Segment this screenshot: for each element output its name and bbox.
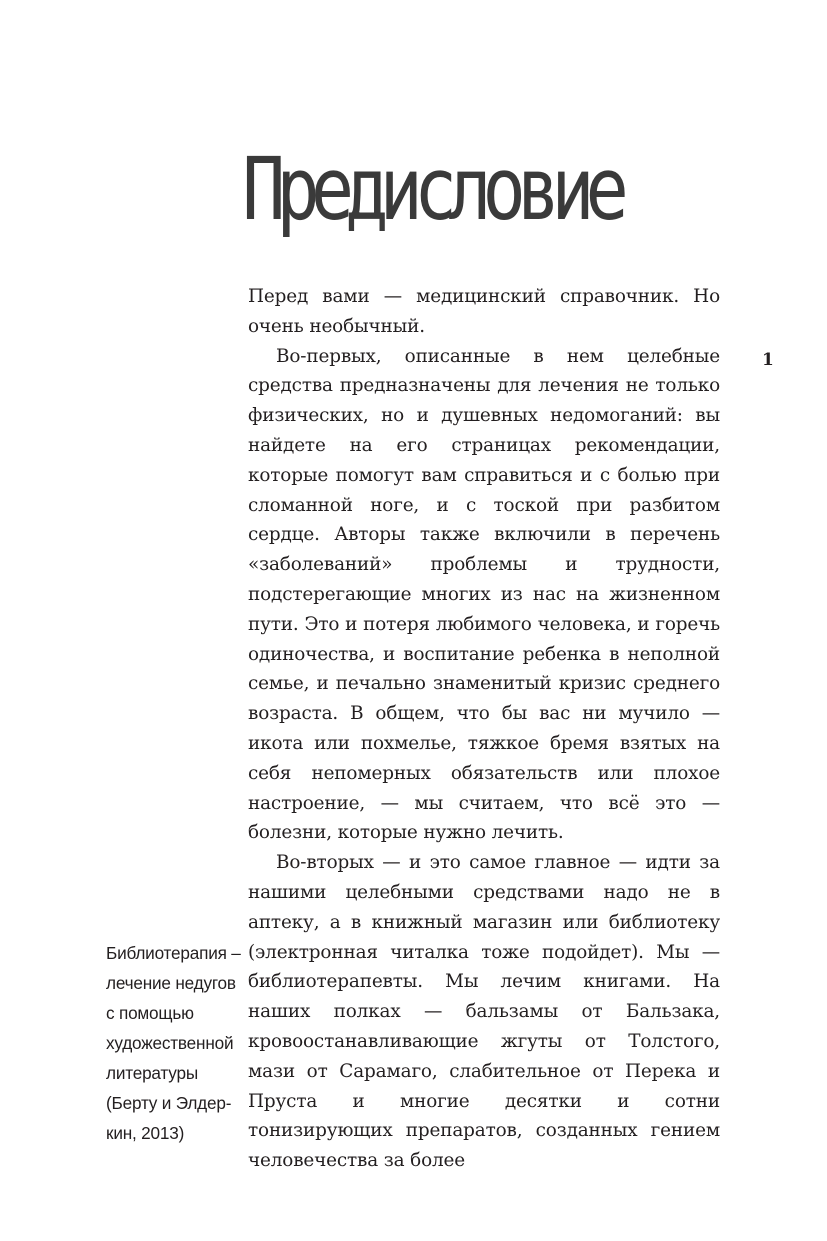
- paragraph-3: Во-вторых — и это самое главное — идти за нашими целебными средствами надо не в аптеку, а в книжный магазин или библиотеку (электронная читалка тоже подойдет). Мы — библиотерапевты. Мы лечим книгами. На наших полках — бальзамы от Бальзака, кровоостанавливающие жгуты от Толстого, мази от Сарамаго, слабительное от Перека и Пруста и многие десятки и сотни тонизирующих препаратов, созданных гением человечества за более: [248, 852, 720, 1172]
- body-text: [248, 282, 720, 1176]
- side-note-line: литературы: [106, 1063, 198, 1083]
- side-note-line: с помощью: [106, 1003, 194, 1023]
- paragraph-2: Во-первых, описанные в нем целебные средства предназначены для лечения не только физических, но и душевных недомоганий: вы найдете на его страницах рекомендации, которые помогут вам справиться и с болью при сломанной ноге, и с тоской при разбитом сердце. Авторы также включили в перечень «заболеваний» проблемы и трудности, подстерегающие многих из нас на жизненном пути. Это и потеря любимого человека, и горечь одиночества, и воспитание ребенка в неполной семье, и печально знаменитый кризис среднего возраста. В общем, что бы вас ни мучило — икота или похмелье, тяжкое бремя взятых на себя непомерных обязательств или плохое настроение, — мы считаем, что всё это — болезни, которые нужно лечить.: [248, 345, 720, 844]
- page-number: 1: [762, 350, 774, 370]
- side-note-line: (Берту и Элдер-: [106, 1093, 232, 1113]
- side-note: [106, 938, 240, 1148]
- side-note-line: лечение недугов: [106, 973, 236, 993]
- chapter-title: Предисловие: [242, 139, 620, 240]
- paragraph-1: Перед вами — медицинский справочник. Но очень необычный.: [248, 286, 720, 337]
- side-note-line: Библиотерапия –: [106, 943, 241, 963]
- side-note-line: художественной: [106, 1033, 234, 1053]
- side-note-line: кин, 2013): [106, 1123, 185, 1143]
